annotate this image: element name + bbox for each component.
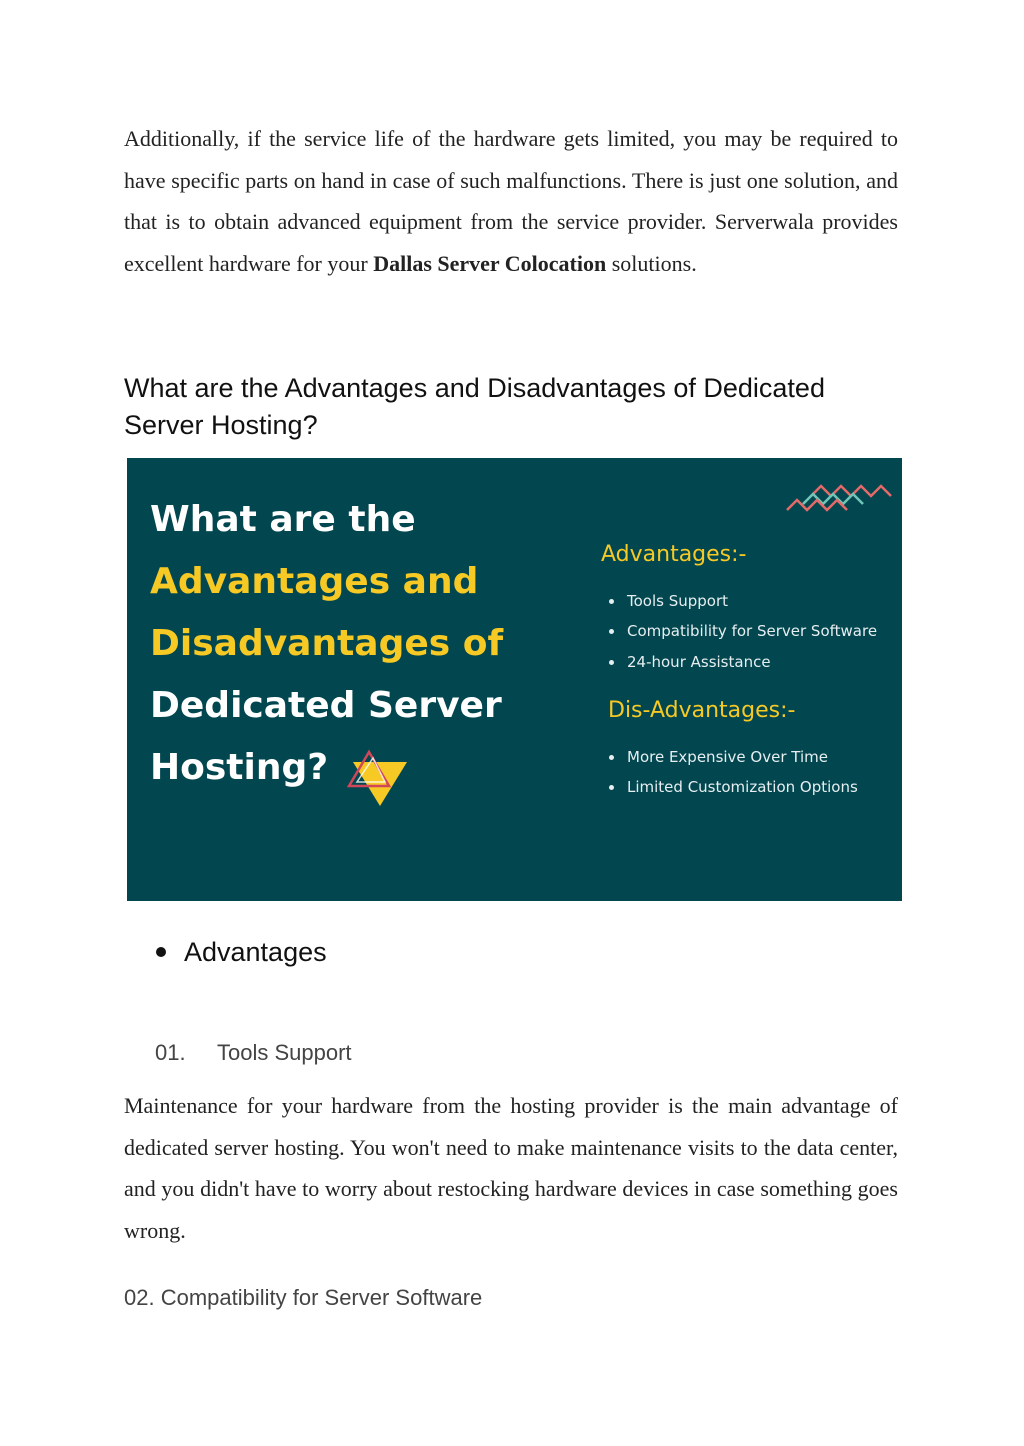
banner-title-line-1: What are the <box>150 499 416 540</box>
numbered-subheading-2: 02. Compatibility for Server Software <box>124 1285 483 1310</box>
disadvantage-item: Limited Customization Options <box>605 778 858 796</box>
bullet-label: Advantages <box>184 937 327 967</box>
bullet-item-advantages <box>156 937 327 968</box>
numbered-subheading-1 <box>155 1040 352 1066</box>
zigzag-decoration-icon <box>783 480 895 522</box>
advantage-item: 24-hour Assistance <box>605 653 877 671</box>
subheading-title: Tools Support <box>217 1040 352 1065</box>
advantage-item: Tools Support <box>605 592 877 622</box>
banner-title-line-5: Hosting? <box>150 747 329 788</box>
subheading-number: 01. <box>155 1040 186 1065</box>
intro-text-end: solutions. <box>606 250 697 276</box>
intro-text: Additionally, if the service life of the hardware gets limited, you may be required to have specific parts on hand in case of such malfunctions. There is just one solution, and that is to obtain advanced equipment from the service provider. Serverwala provides excellent hardware for your <box>124 126 898 276</box>
intro-bold-keyword: Dallas Server Colocation <box>373 250 607 276</box>
advantages-list <box>605 592 877 671</box>
disadvantages-list <box>605 748 858 796</box>
banner-title-line-2: Advantages and <box>150 561 479 602</box>
disadvantage-item: More Expensive Over Time <box>605 748 858 778</box>
tools-support-paragraph: Maintenance for your hardware from the hosting provider is the main advantage of dedicated server hosting. You won't need to make maintenance visits to the data center, and you didn't have to worry about restocking hardware devices in case something goes wrong. <box>124 1093 898 1243</box>
advantages-heading: Advantages:- <box>601 542 747 567</box>
banner-image <box>127 458 902 901</box>
intro-paragraph <box>124 118 898 284</box>
banner-title-line-3: Disadvantages of <box>150 623 504 664</box>
section-heading: What are the Advantages and Disadvantages of Dedicated Server Hosting? <box>124 373 825 440</box>
triangle-logo-icon <box>345 748 411 808</box>
advantage-item: Compatibility for Server Software <box>605 622 877 653</box>
disadvantages-heading: Dis-Advantages:- <box>608 698 796 723</box>
banner-title-line-4: Dedicated Server <box>150 685 502 726</box>
bullet-dot-icon <box>156 947 166 957</box>
